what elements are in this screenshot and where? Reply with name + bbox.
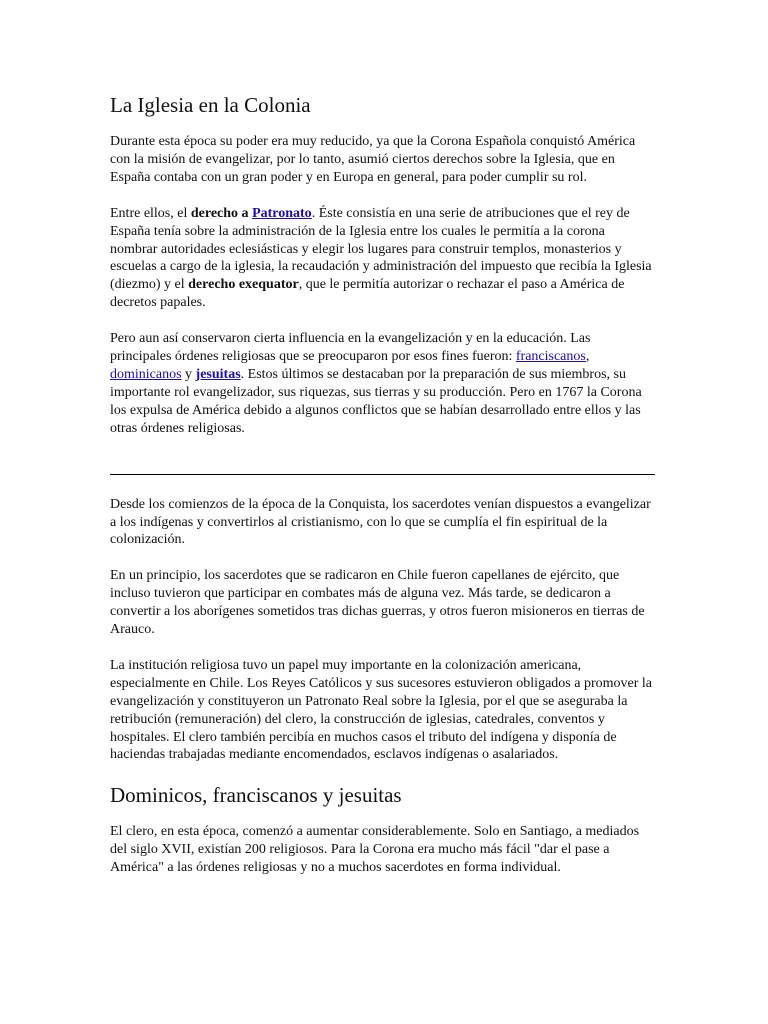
- link-patronato[interactable]: Patronato: [252, 205, 312, 221]
- text-fragment: . Estos últimos se destacaban por la preparación de sus miembros, su importante rol evangelizador, sus riquezas, sus tierras y su producción. Pero en 1767 la Corona los expulsa de América debido a algunos conflictos que se habían desarrollado entre ellos y las otras órdenes religiosas.: [110, 366, 642, 436]
- text-fragment: , que le permitía autorizar o rechazar el paso a América de decretos papales.: [110, 277, 625, 311]
- paragraph-capellanes: En un principio, los sacerdotes que se radicaron en Chile fueron capellanes de ejército, que incluso tuvieron que participar en combates más de alguna vez. Más tarde, se dedicaron a convertir a los aborígenes sometidos tras dichas guerras, y otros fueron misioneros en tierras de Arauco.: [110, 568, 645, 638]
- paragraph-clero: El clero, en esta época, comenzó a aumentar considerablemente. Solo en Santiago, a mediados del siglo XVII, existían 200 religiosos. Para la Corona era mucho más fácil "dar el pase a América" a las órdenes religiosas y no a muchos sacerdotes en forma individual.: [110, 824, 640, 876]
- paragraph-ordenes: [110, 330, 655, 437]
- bold-derecho-exequator: derecho exequator: [188, 277, 299, 293]
- link-dominicanos[interactable]: dominicanos: [110, 366, 182, 382]
- heading-ordenes-religiosas: Dominicos, franciscanos y jesuitas: [110, 783, 402, 808]
- link-franciscanos[interactable]: franciscanos: [515, 349, 586, 365]
- text-fragment: ,: [585, 349, 590, 365]
- paragraph-conquista: Desde los comienzos de la época de la Conquista, los sacerdotes venían dispuestos a evangelizar a los indígenas y convertirlos al cristianismo, con lo que se cumplía el fin espiritual de la colonización.: [110, 496, 651, 548]
- link-jesuitas[interactable]: jesuitas: [195, 366, 241, 382]
- heading-iglesia-colonia: La Iglesia en la Colonia: [110, 93, 311, 117]
- text-fragment: y: [181, 366, 196, 382]
- text-fragment: Entre ellos, el: [110, 205, 191, 221]
- text-fragment: Pero aun así conservaron cierta influencia en la evangelización y en la educación. Las principales órdenes religiosas que se preocuparon por esos fines fueron:: [110, 331, 591, 365]
- section-divider: [110, 474, 655, 475]
- bold-derecho-a: derecho a: [190, 205, 253, 221]
- paragraph-institucion-religiosa: La institución religiosa tuvo un papel muy importante en la colonización americana, especialmente en Chile. Los Reyes Católicos y sus sucesores estuvieron obligados a promover la evangelización y constituyeron un Patronato Real sobre la Iglesia, por el que se aseguraba la retribución (remuneración) del clero, la construcción de iglesias, catedrales, conventos y hospitales. El clero también percibía en muchos casos el tributo del indígena y disponía de haciendas trabajadas mediante encomendados, esclavos indígenas o asalariados.: [110, 657, 652, 763]
- paragraph-patronato: [110, 205, 655, 312]
- paragraph-epoca: Durante esta época su poder era muy reducido, ya que la Corona Española conquistó América con la misión de evangelizar, por lo tanto, asumió ciertos derechos sobre la Iglesia, que en España contaba con un gran poder y en Europa en general, para poder cumplir su rol.: [110, 134, 636, 185]
- article-body: [110, 92, 655, 895]
- text-fragment: . Éste consistía en una serie de atribuciones que el rey de España tenía sobre la administración de la Iglesia entre los cuales le permitía a la corona nombrar autoridades eclesiásticas y elegir los lugares para construir templos, monasterios y escuelas a cargo de la iglesia, la recaudación y administración del impuesto que recibía la Iglesia (diezmo) y el: [110, 205, 652, 293]
